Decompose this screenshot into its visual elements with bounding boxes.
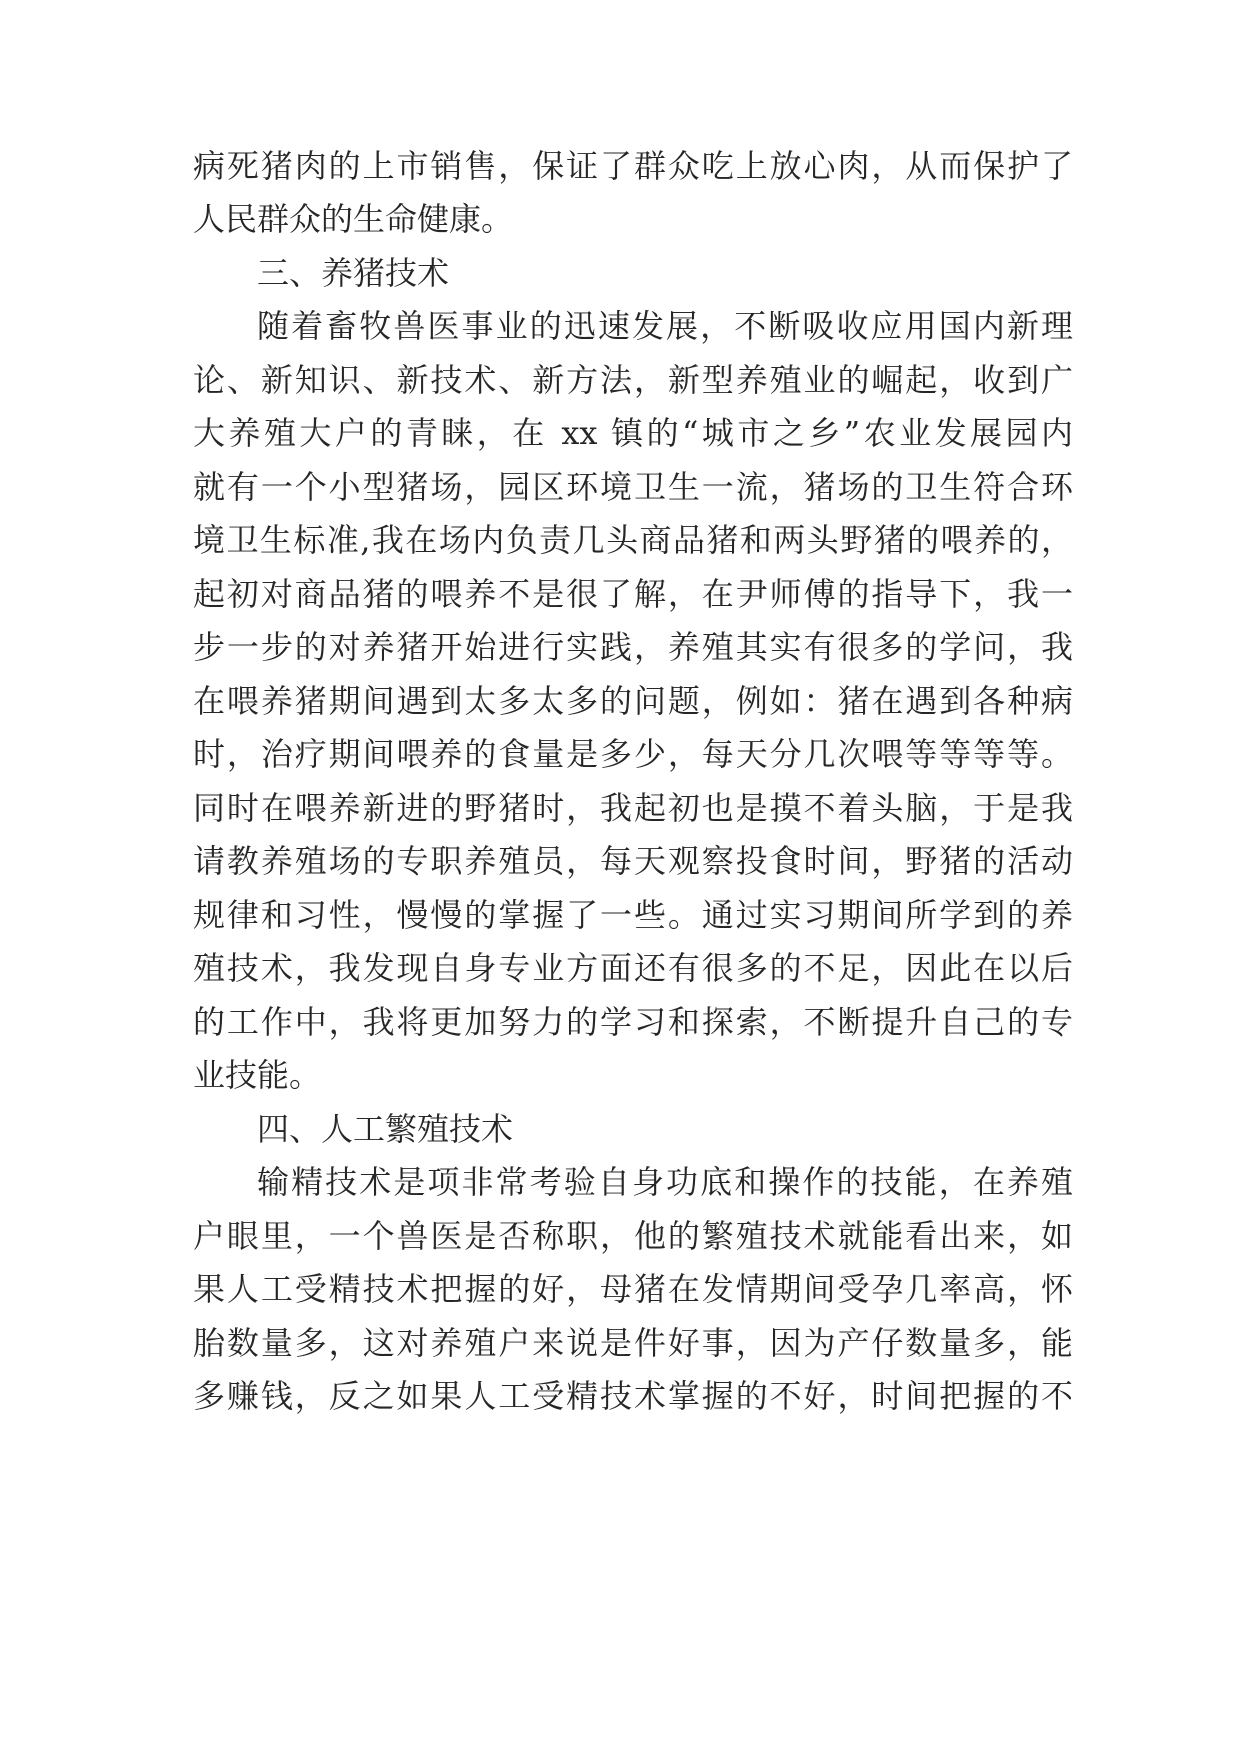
text-line: 胎数量多，这对养殖户来说是件好事，因为产仔数量多，能 [193, 1324, 1073, 1362]
section-heading: 三、养猪技术 [257, 254, 450, 292]
text-line: 同时在喂养新进的野猪时，我起初也是摸不着头脑，于是我 [193, 789, 1073, 827]
text-line: 户眼里，一个兽医是否称职，他的繁殖技术就能看出来，如 [193, 1217, 1073, 1255]
text-line: 随着畜牧兽医事业的迅速发展，不断吸收应用国内新理 [257, 307, 1073, 345]
text-line: 步一步的对养猪开始进行实践，养殖其实有很多的学问，我 [193, 628, 1073, 666]
text-line: 规律和习性，慢慢的掌握了一些。通过实习期间所学到的养 [193, 896, 1073, 934]
text-line: 果人工受精技术把握的好，母猪在发情期间受孕几率高，怀 [193, 1270, 1073, 1308]
text-line: 论、新知识、新技术、新方法，新型养殖业的崛起，收到广 [193, 361, 1073, 399]
text-line: 境卫生标准,我在场内负责几头商品猪和两头野猪的喂养的， [193, 521, 1073, 559]
text-line: 业技能。 [193, 1056, 322, 1094]
text-line: 就有一个小型猪场，园区环境卫生一流，猪场的卫生符合环 [193, 468, 1073, 506]
text-line: 请教养殖场的专职养殖员，每天观察投食时间，野猪的活动 [193, 842, 1073, 880]
text-line: 病死猪肉的上市销售，保证了群众吃上放心肉，从而保护了 [193, 147, 1073, 185]
text-line: 起初对商品猪的喂养不是很了解，在尹师傅的指导下，我一 [193, 575, 1073, 613]
text-line: 人民群众的生命健康。 [193, 200, 514, 238]
text-line: 的工作中，我将更加努力的学习和探索，不断提升自己的专 [193, 1003, 1073, 1041]
text-line: 大养殖大户的青睐，在 xx 镇的“城市之乡”农业发展园内 [193, 414, 1073, 452]
text-line: 殖技术，我发现自身专业方面还有很多的不足，因此在以后 [193, 949, 1073, 987]
section-heading: 四、人工繁殖技术 [257, 1110, 514, 1148]
text-line: 多赚钱，反之如果人工受精技术掌握的不好，时间把握的不 [193, 1377, 1073, 1415]
text-line: 时，治疗期间喂养的食量是多少，每天分几次喂等等等等。 [193, 735, 1073, 773]
text-line: 输精技术是项非常考验自身功底和操作的技能，在养殖 [257, 1163, 1073, 1201]
text-line: 在喂养猪期间遇到太多太多的问题，例如：猪在遇到各种病 [193, 682, 1073, 720]
